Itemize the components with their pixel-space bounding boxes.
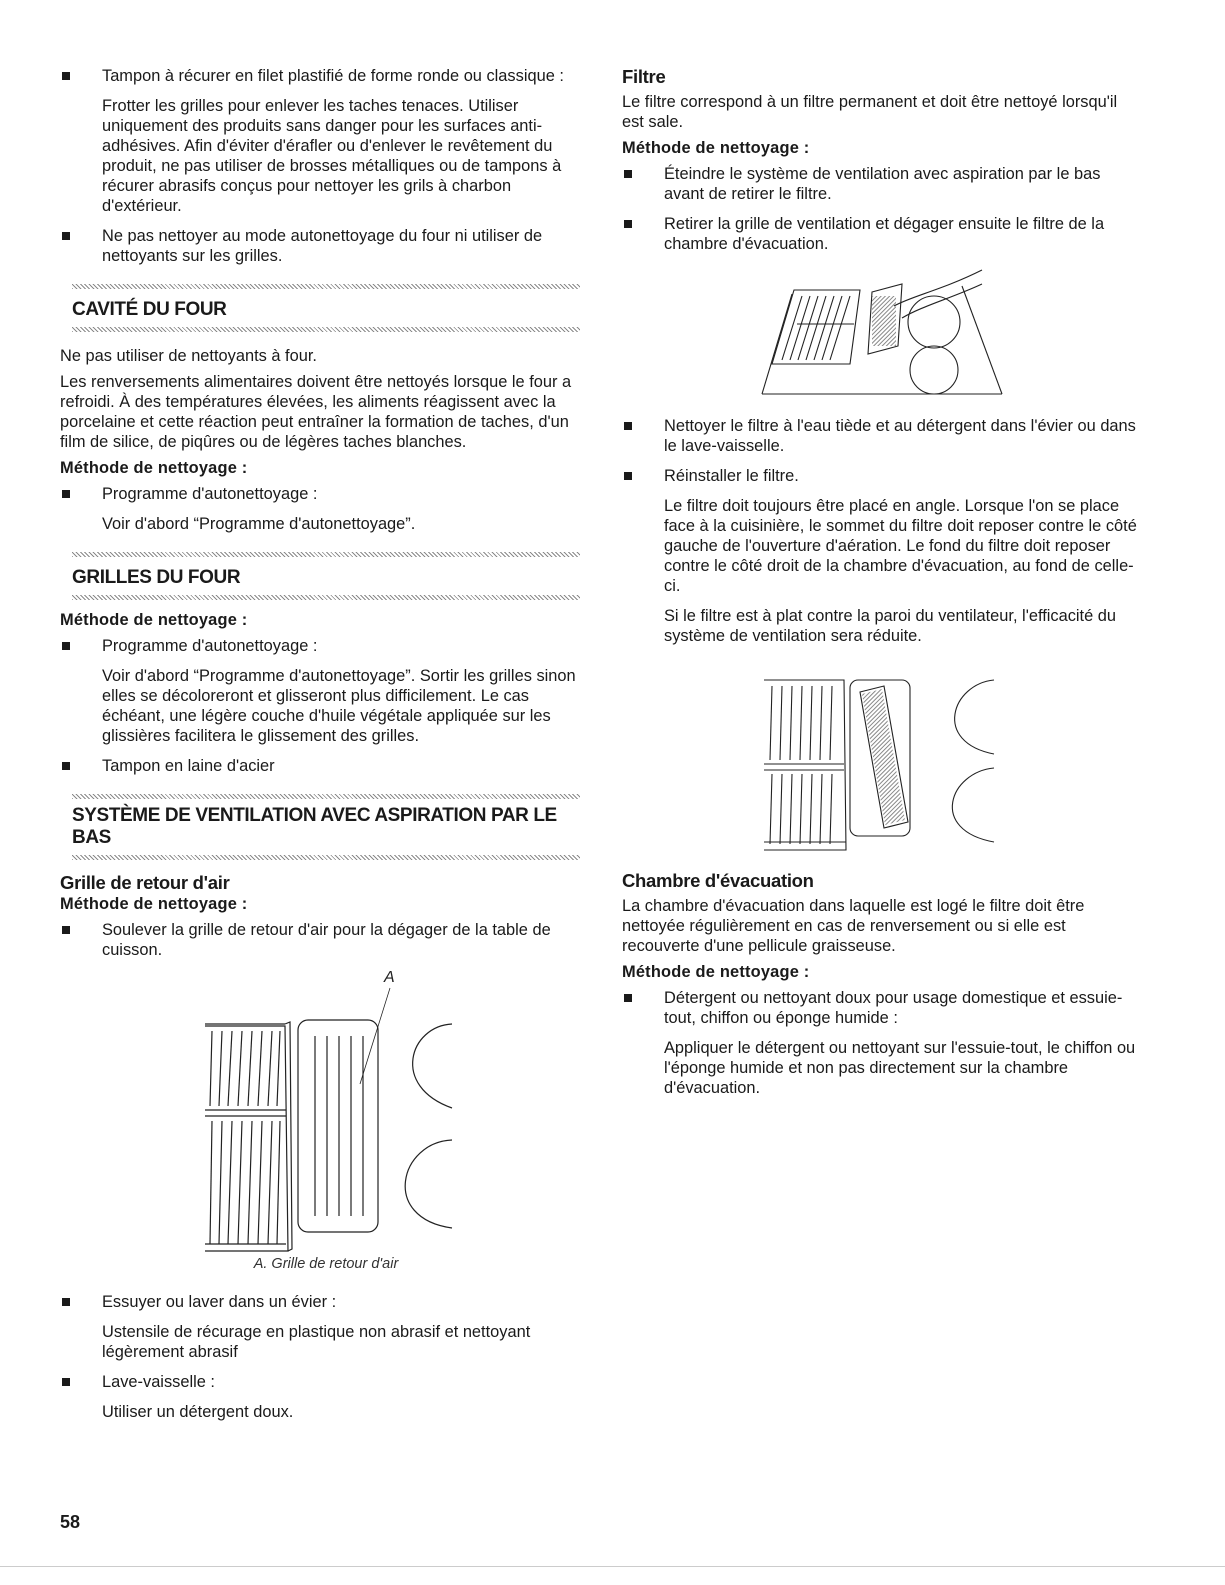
page-number: 58 [60,1512,81,1532]
paragraph: La chambre d'évacuation dans laquelle est logé le filtre doit être nettoyée régulièrement en cas de renversement ou si elle est recouverte d'une pellicule graisseuse. [622,897,1085,955]
section-header-grilles [60,552,592,600]
list-item-detail: Appliquer le détergent ou nettoyant sur l'essuie-tout, le chiffon ou l'éponge humide et non pas directement sur la chambre d'évacuation. [664,1039,1136,1097]
method-heading: Méthode de nettoyage : [60,895,248,913]
list-item-detail: Le filtre doit toujours être placé en angle. Lorsque l'on se place face à la cuisinière, le sommet du filtre doit reposer contre le côté gauche de l'ouverture d'aération. Le fond du filtre doit reposer contre le côté droit de la chambre d'évacuation, au fond de celle-ci. [664,497,1137,595]
subsection-heading: Chambre d'évacuation [622,870,814,891]
paragraph: Ne pas utiliser de nettoyants à four. [60,347,317,365]
list-item: Tampon en laine d'acier [60,756,592,776]
figure-air-return-grille [60,966,592,1254]
list-item: Lave-vaisselle : [60,1372,592,1392]
list-item: Détergent ou nettoyant doux pour usage domestique et essuie-tout, chiffon ou éponge humide : [622,988,1142,1028]
method-heading: Méthode de nettoyage : [60,611,248,629]
list-item-detail: Ustensile de récurage en plastique non abrasif et nettoyant légèrement abrasif [102,1323,531,1361]
method-heading: Méthode de nettoyage : [622,963,810,981]
subsection-heading: Filtre [622,66,666,87]
list-item: Essuyer ou laver dans un évier : [60,1292,592,1312]
paragraph: Le filtre correspond à un filtre permanent et doit être nettoyé lorsqu'il est sale. [622,93,1118,131]
subsection-heading: Grille de retour d'air [60,872,230,893]
list-item: Nettoyer le filtre à l'eau tiède et au détergent dans l'évier ou dans le lave-vaisselle. [622,416,1142,456]
section-header-systeme [60,794,592,860]
method-heading: Méthode de nettoyage : [622,139,810,157]
list-item: Éteindre le système de ventilation avec aspiration par le bas avant de retirer le filtre. [622,164,1142,204]
figure-label-a: A [384,969,395,986]
list-item: Ne pas nettoyer au mode autonettoyage du four ni utiliser de nettoyants sur les grilles. [60,226,592,266]
list-item-detail: Utiliser un détergent doux. [102,1403,294,1421]
list-item-detail: Frotter les grilles pour enlever les taches tenaces. Utiliser uniquement des produits sans danger pour les surfaces anti-adhésives. Afin d'éviter d'érafler ou d'enlever le revêtement du produit, ne pas utiliser de brosses métalliques ou de tampons à récurer abrasifs conçus pour nettoyer les grils à charbon d'extérieur. [102,97,562,215]
section-title: GRILLES DU FOUR [72,567,241,588]
list-item: Programme d'autonettoyage : [60,484,592,504]
list-item: Réinstaller le filtre. [622,466,1142,486]
section-title: SYSTÈME DE VENTILATION AVEC ASPIRATION PAR LE BAS [72,805,557,848]
page-bottom-rule [0,1566,1225,1567]
section-title: CAVITÉ DU FOUR [72,299,227,320]
list-item-detail: Voir d'abord “Programme d'autonettoyage”. [102,515,416,533]
figure-remove-filter [622,266,1142,408]
figure-caption: A. Grille de retour d'air [253,1256,399,1272]
figure-filter-angle [622,672,1142,858]
section-header-cavite [60,284,592,332]
filter-angle-illustration [622,672,1142,858]
left-column [60,66,592,1422]
right-column [622,66,1142,1098]
list-item-detail: Si le filtre est à plat contre la paroi du ventilateur, l'efficacité du système de ventilation sera réduite. [664,607,1116,645]
list-item: Programme d'autonettoyage : [60,636,592,656]
list-item: Tampon à récurer en filet plastifié de forme ronde ou classique : [60,66,592,86]
remove-filter-illustration [622,266,1142,408]
list-item: Retirer la grille de ventilation et dégager ensuite le filtre de la chambre d'évacuation. [622,214,1142,254]
air-return-grille-illustration [60,966,592,1254]
paragraph: Les renversements alimentaires doivent être nettoyés lorsque le four a refroidi. À des températures élevées, les aliments réagissent avec la porcelaine et cette réaction peut entraîner la formation de taches, d'un film de silice, de piqûres ou de légères taches blanches. [60,373,572,451]
method-heading: Méthode de nettoyage : [60,459,248,477]
list-item: Soulever la grille de retour d'air pour la dégager de la table de cuisson. [60,920,592,960]
list-item-detail: Voir d'abord “Programme d'autonettoyage”. Sortir les grilles sinon elles se décoloreront et glisseront plus difficilement. Le cas échéant, une légère couche d'huile végétale appliquée sur les glissières facilitera le glissement des grilles. [102,667,576,745]
